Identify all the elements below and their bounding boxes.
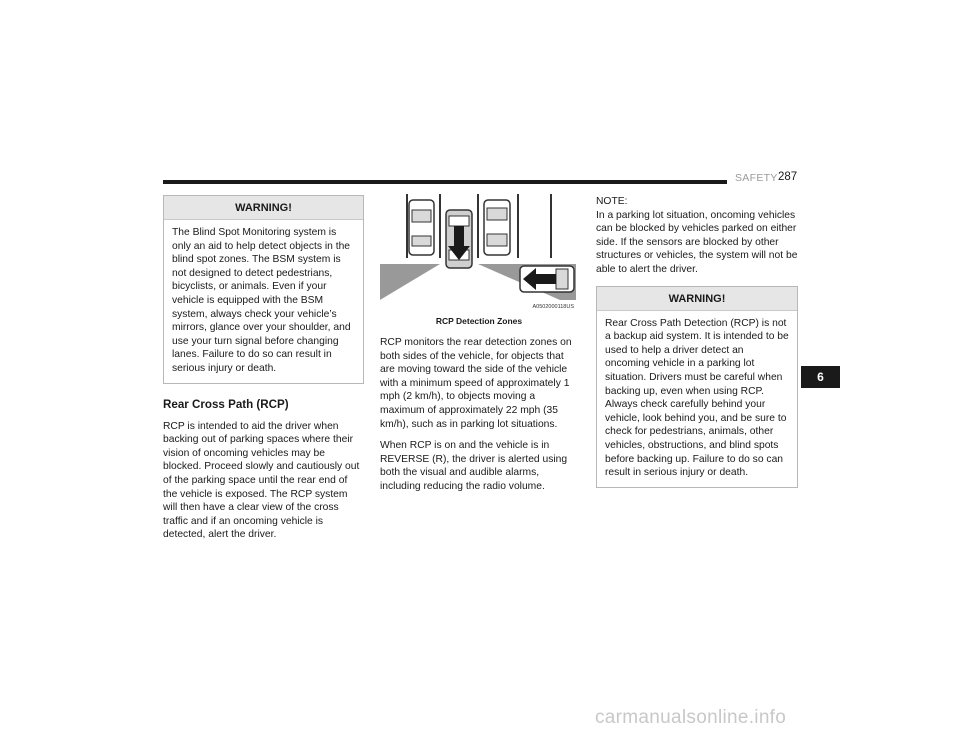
crossing-vehicle	[520, 266, 574, 292]
watermark: carmanualsonline.info	[595, 707, 787, 728]
chapter-tab: 6	[801, 366, 840, 388]
reversing-vehicle	[446, 210, 472, 268]
warning-body: The Blind Spot Monitoring system is only an aid to help detect objects in the blind spot zones. The BSM system is not designed to detect pedestrians, bicyclists, or animals. Even if your vehicle is equipped with the BSM system, always check your vehicle’s mirrors, glance over your shoulder, and use your turn signal before changing lanes. Failure to do so can result in serious injury or death.	[172, 227, 351, 374]
note-label: NOTE:	[596, 196, 628, 207]
right-column	[596, 195, 798, 488]
rcp-monitor-paragraph: RCP monitors the rear detection zones on both sides of the vehicle, for objects that are moving toward the side of the vehicle with a minimum speed of approximately 1 mph (2 km/h), to objects moving a maximum of approximately 22 mph (35 km/h), such as in parking lot situations.	[380, 337, 572, 430]
note-text: In a parking lot situation, oncoming vehicles can be blocked by vehicles parked on either side. If the sensors are blocked by other structures or vehicles, the system will not be able to alert the driver.	[596, 209, 798, 275]
section-heading: Rear Cross Path (RCP)	[163, 397, 289, 411]
left-detection-zone	[380, 264, 440, 300]
warning-title: WARNING!	[597, 287, 797, 311]
warning-title: WARNING!	[164, 196, 363, 220]
figure-code: A0502000118US	[532, 304, 574, 310]
parked-vehicle-right	[484, 200, 510, 255]
middle-column	[380, 312, 578, 494]
rcp-reverse-paragraph: When RCP is on and the vehicle is in REVERSE (R), the driver is alerted using both the visual and audible alarms, including reducing the radio volume.	[380, 440, 568, 492]
header-section-title: SAFETY	[735, 172, 778, 184]
rcp-warning-box	[596, 286, 798, 488]
rcp-detection-zones-figure	[380, 188, 576, 310]
header-rule	[163, 180, 727, 184]
page-number: 287	[778, 171, 798, 183]
left-column	[163, 195, 364, 542]
rcp-diagram	[380, 188, 576, 310]
warning-body: Rear Cross Path Detection (RCP) is not a backup aid system. It is intended to be used to help a driver detect an oncoming vehicle in a parking lot situation. Drivers must be careful when backing up, even when using RCP. Always check carefully behind your vehicle, look behind you, and be sure to check for pedestrians, animals, other vehicles, obstructions, and blind spots before backing up. Failure to do so can result in serious injury or death.	[605, 317, 789, 479]
bsm-warning-box	[163, 195, 364, 384]
parked-vehicle-left	[409, 200, 434, 255]
figure-caption: RCP Detection Zones	[435, 316, 523, 326]
rcp-intro-paragraph: RCP is intended to aid the driver when backing out of parking spaces where their vision of oncoming vehicles may be blocked. Proceed slowly and cautiously out of the parking space until the rear end of the vehicle is exposed. The RCP system will then have a clear view of the cross traffic and if an oncoming vehicle is detected, alert the driver.	[163, 420, 360, 541]
